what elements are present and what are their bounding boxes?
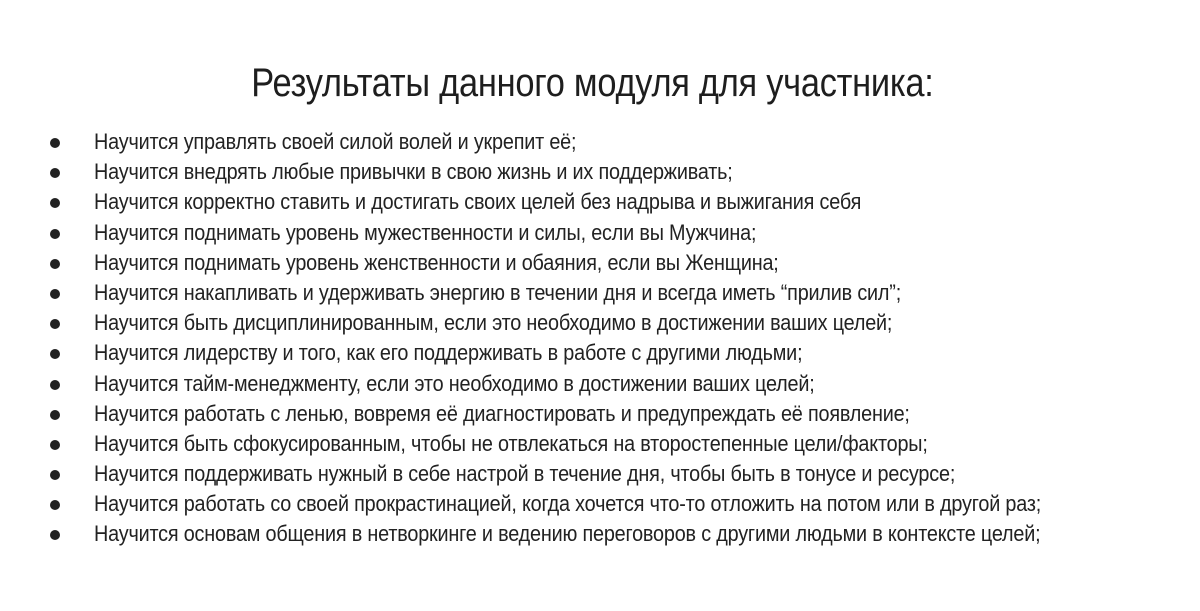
list-item-text: Научится быть дисциплинированным, если это необходимо в достижении ваших целей; [94, 310, 893, 336]
slide-title: Результаты данного модуля для участника: [251, 60, 934, 105]
bullet-icon [50, 198, 60, 208]
list-item-text: Научится лидерству и того, как его поддерживать в работе с другими людьми; [94, 340, 803, 366]
bullet-icon [50, 470, 60, 480]
bullet-icon [50, 410, 60, 420]
list-item [44, 127, 1194, 157]
list-item-text: Научится поддерживать нужный в себе настрой в течение дня, чтобы быть в тонусе и ресурсе; [94, 461, 956, 487]
list-item-text: Научится тайм-менеджменту, если это необходимо в достижении ваших целей; [94, 370, 815, 396]
list-item [44, 308, 1194, 338]
bullet-icon [50, 440, 60, 450]
list-item [44, 157, 1194, 187]
list-item [44, 399, 1194, 429]
list-item [44, 278, 1194, 308]
list-item-text: Научится корректно ставить и достигать своих целей без надрыва и выжигания себя [94, 189, 862, 215]
bullet-icon [50, 500, 60, 510]
bullet-icon [50, 349, 60, 359]
list-item [44, 429, 1194, 459]
list-item [44, 187, 1194, 217]
bullet-icon [50, 319, 60, 329]
list-item-text: Научится управлять своей силой волей и укрепит её; [94, 129, 577, 154]
bullet-icon [50, 259, 60, 269]
list-item-text: Научится накапливать и удерживать энергию в течении дня и всегда иметь “прилив сил”; [94, 279, 902, 305]
list-item-text: Научится работать со своей прокрастинацией, когда хочется что-то отложить на потом или в другой раз; [94, 491, 1042, 517]
list-item-text: Научится основам общения в нетворкинге и ведению переговоров с другими людьми в контексте целей; [94, 521, 1041, 547]
list-item-text: Научится быть сфокусированным, чтобы не отвлекаться на второстепенные цели/факторы; [94, 430, 928, 456]
list-item [44, 489, 1194, 519]
list-item-text: Научится поднимать уровень женственности и обаяния, если вы Женщина; [94, 249, 779, 275]
bullet-icon [50, 138, 60, 148]
list-item [44, 338, 1194, 368]
list-item-text: Научится работать с ленью, вовремя её диагностировать и предупреждать её появление; [94, 400, 910, 426]
list-item [44, 459, 1194, 489]
bullet-icon [50, 168, 60, 178]
bullet-icon [50, 530, 60, 540]
bullet-icon [50, 289, 60, 299]
bullet-icon [50, 229, 60, 239]
list-item [44, 248, 1194, 278]
list-item-text: Научится поднимать уровень мужественности и силы, если вы Мужчина; [94, 219, 757, 245]
bullet-icon [50, 380, 60, 390]
list-item-text: Научится внедрять любые привычки в свою жизнь и их поддерживать; [94, 159, 733, 185]
list-item [44, 369, 1194, 399]
list-item [44, 519, 1194, 549]
list-item [44, 218, 1194, 248]
results-list [44, 127, 1194, 550]
